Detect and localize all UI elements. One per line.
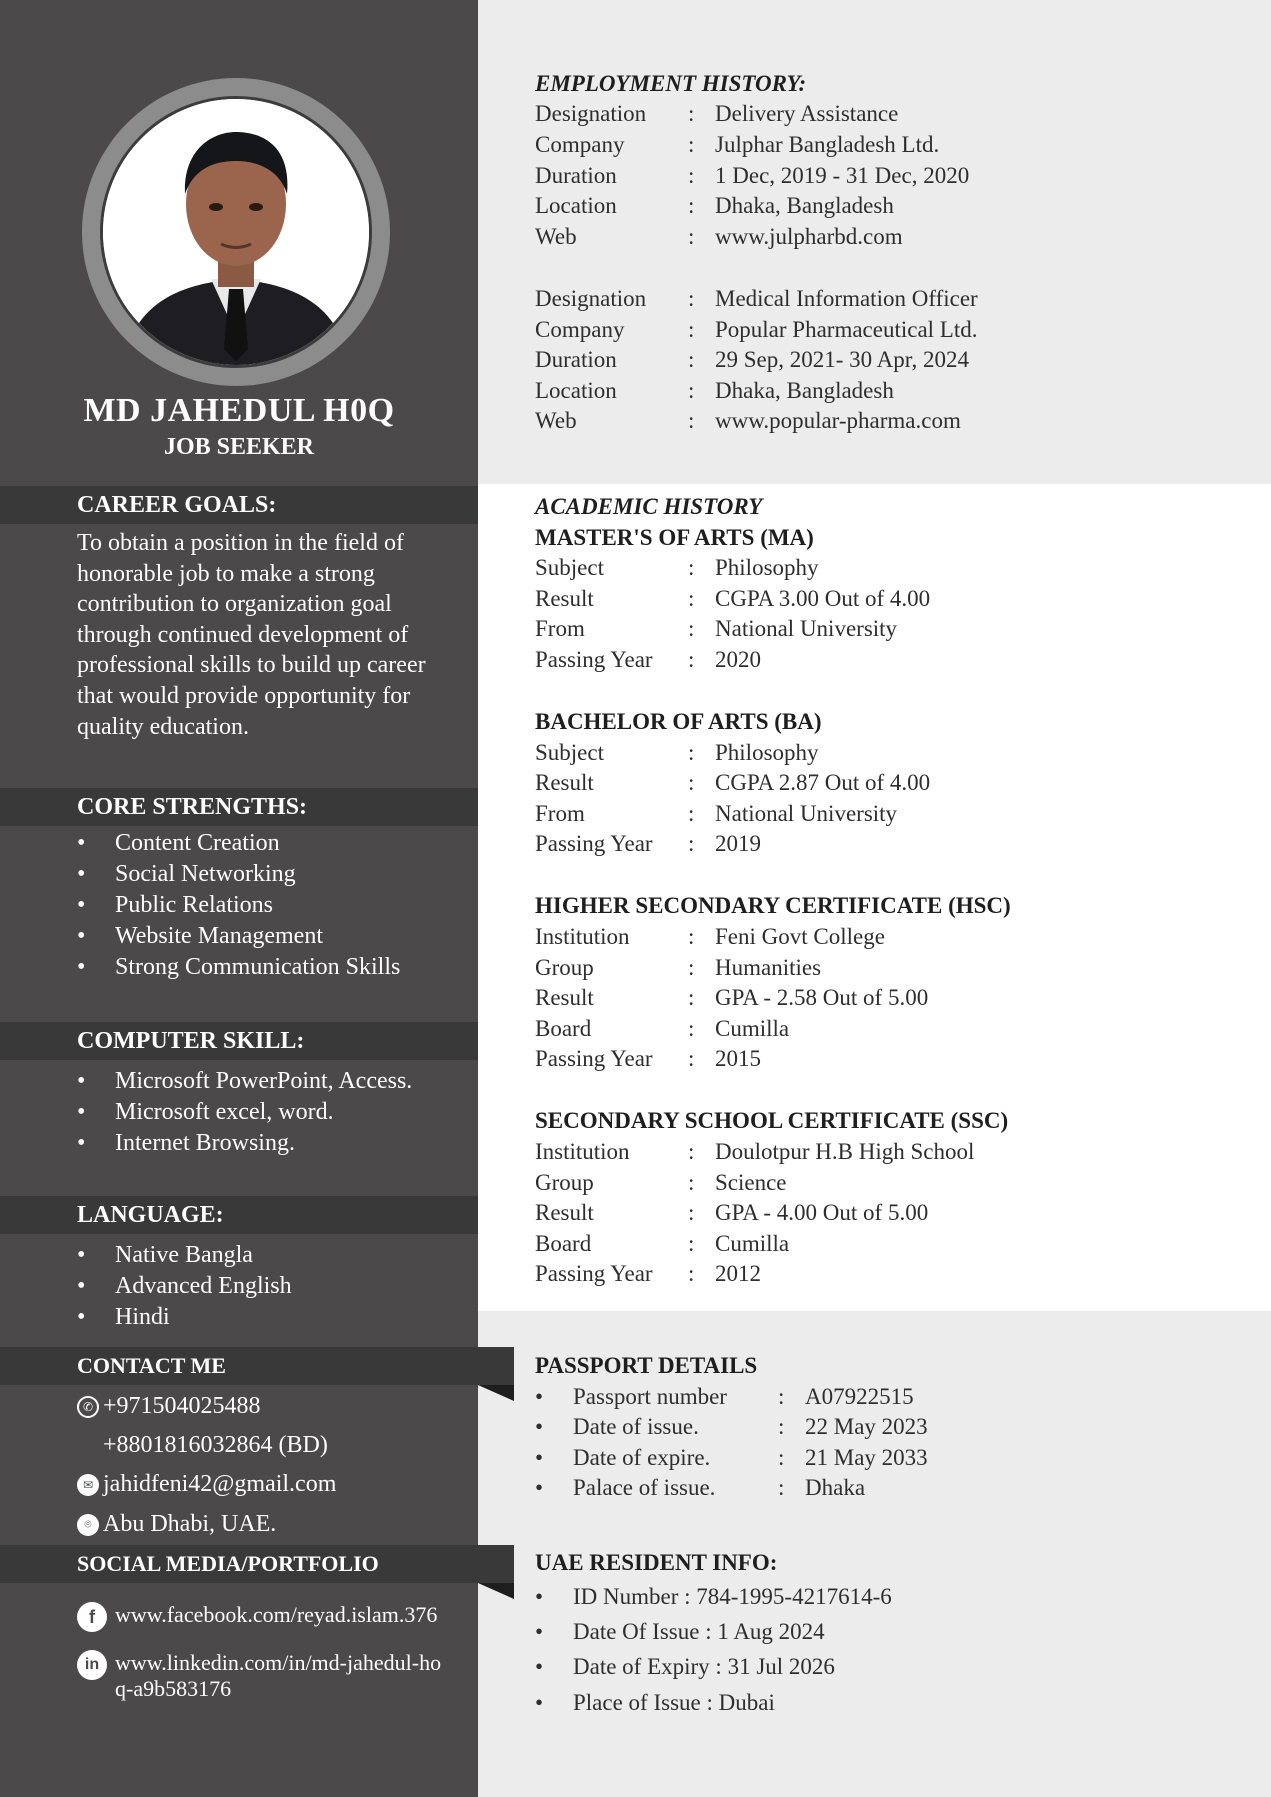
email[interactable] [77, 1471, 336, 1498]
linkedin-url: www.linkedin.com/in/md-jahedul-hoq-a9b583176 [115, 1650, 442, 1701]
list-item: • Microsoft PowerPoint, Access. [77, 1066, 467, 1097]
list-item: • Microsoft excel, word. [77, 1097, 467, 1128]
phone-bd-text: +8801816032864 (BD) [103, 1432, 328, 1458]
list-item: • Strong Communication Skills [77, 952, 467, 983]
academic-heading: ACADEMIC HISTORY [535, 494, 763, 519]
email-text: jahidfeni42@gmail.com [103, 1471, 337, 1497]
list-item: • Native Bangla [77, 1240, 467, 1271]
facebook-link[interactable] [77, 1602, 467, 1632]
profile-photo-frame [82, 78, 390, 386]
person-portrait-icon [103, 99, 369, 365]
list-item: • Hindi [77, 1302, 467, 1333]
phone-icon: ✆ [77, 1396, 99, 1418]
candidate-name: MD JAHEDUL H0Q [83, 392, 395, 429]
core-strengths-list [77, 828, 467, 983]
linkedin-icon: in [77, 1650, 107, 1680]
career-goals-text: To obtain a position in the field of honorable job to make a strong contribution to organization goal through continued development of professional skills to build up career that would provide opportunity for quality education. [77, 530, 426, 740]
career-goals-heading: CAREER GOALS: [0, 486, 478, 524]
hsc-title: HIGHER SECONDARY CERTIFICATE (HSC) [535, 893, 1011, 918]
computer-skill-list [77, 1066, 467, 1159]
location-pin-icon: ⌾ [77, 1514, 99, 1536]
language-list [77, 1240, 467, 1333]
computer-skill-heading: COMPUTER SKILL: [0, 1022, 478, 1060]
language-heading: LANGUAGE: [0, 1196, 478, 1234]
list-item: • Advanced English [77, 1271, 467, 1302]
facebook-url: www.facebook.com/reyad.islam.376 [115, 1602, 438, 1627]
ma-title: MASTER'S OF ARTS (MA) [535, 525, 814, 550]
list-item: • Internet Browsing. [77, 1128, 467, 1159]
employment-heading: EMPLOYMENT HISTORY: [535, 71, 807, 96]
core-strengths-heading: CORE STRENGTHS: [0, 788, 478, 826]
passport-heading: PASSPORT DETAILS [535, 1353, 758, 1378]
email-icon: ✉ [77, 1474, 99, 1496]
linkedin-link[interactable] [77, 1650, 467, 1702]
heading-tab [478, 1545, 514, 1583]
address [77, 1511, 276, 1538]
phone-bd[interactable] [103, 1432, 328, 1459]
social-heading: SOCIAL MEDIA/PORTFOLIO [0, 1545, 478, 1583]
phone-uae-text: +971504025488 [103, 1393, 261, 1419]
phone-uae[interactable] [77, 1393, 261, 1420]
ssc-title: SECONDARY SCHOOL CERTIFICATE (SSC) [535, 1108, 1009, 1133]
sidebar [0, 0, 478, 1797]
heading-tab [478, 1347, 514, 1385]
list-item: • Public Relations [77, 890, 467, 921]
list-item: • Content Creation [77, 828, 467, 859]
uae-heading: UAE RESIDENT INFO: [535, 1550, 778, 1575]
contact-heading: CONTACT ME [0, 1347, 478, 1385]
list-item: • Website Management [77, 921, 467, 952]
list-item: • Social Networking [77, 859, 467, 890]
facebook-icon: f [77, 1602, 107, 1632]
address-text: Abu Dhabi, UAE. [103, 1511, 277, 1537]
candidate-role: JOB SEEKER [163, 434, 315, 460]
ba-title: BACHELOR OF ARTS (BA) [535, 709, 822, 734]
profile-photo [100, 96, 372, 368]
